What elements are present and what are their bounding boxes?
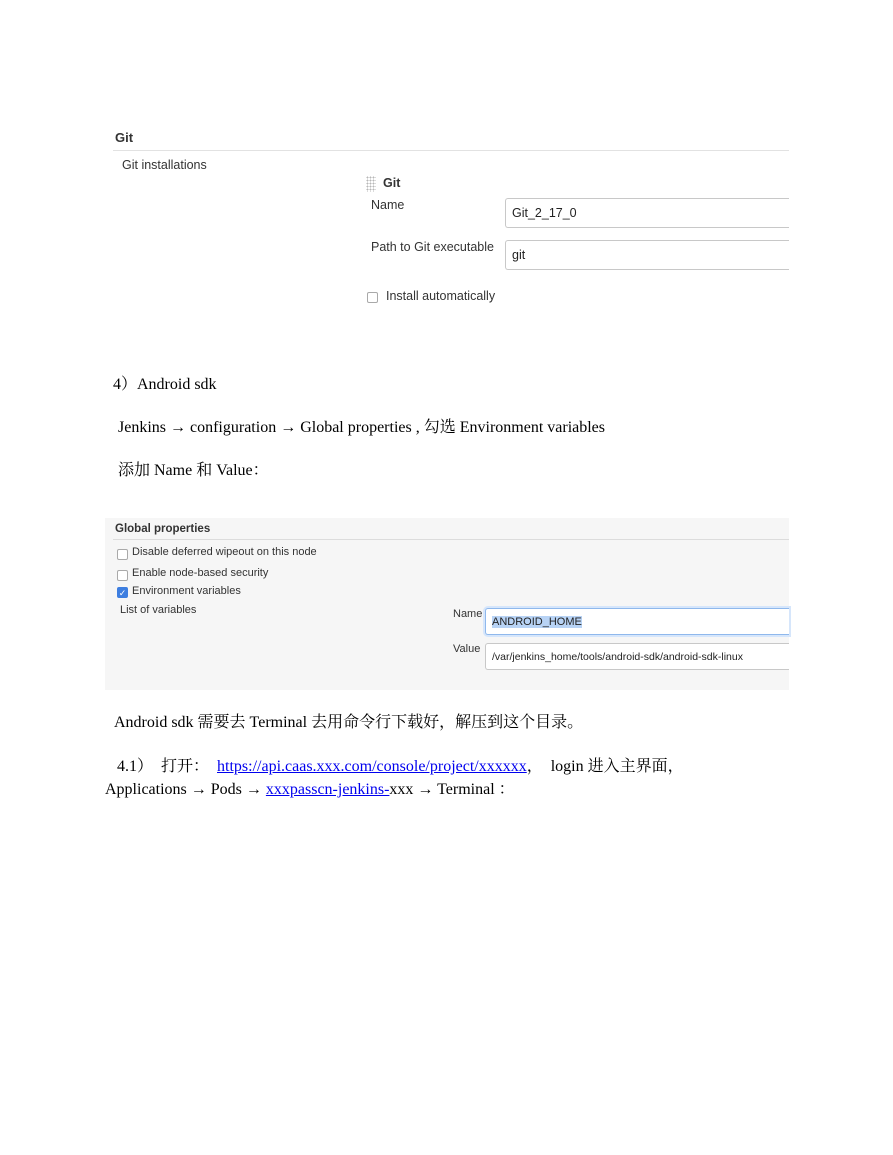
git-section-title: Git — [115, 130, 134, 145]
env-name-value: ANDROID_HOME — [492, 615, 582, 628]
git-path-input[interactable]: git — [505, 240, 789, 270]
git-name-label: Name — [371, 198, 405, 212]
sdk-download-note: Android sdk 需要去 Terminal 去用命令行下载好，解压到这个目录。 — [114, 714, 584, 731]
jenkins-pod-link[interactable]: xxxpasscn-jenkins- — [265, 781, 390, 798]
disable-deferred-wipeout-checkbox[interactable] — [117, 549, 128, 560]
git-section-divider — [113, 150, 789, 151]
env-name-label: Name — [453, 608, 483, 620]
node-based-security-label: Enable node-based security — [132, 567, 269, 579]
install-automatically-checkbox[interactable] — [367, 292, 378, 303]
step-prefix: 4.1） 打开： — [117, 758, 218, 775]
env-value-label: Value — [453, 643, 481, 655]
git-install-header: Git — [383, 176, 401, 190]
node-based-security-checkbox[interactable] — [117, 570, 128, 581]
git-installations-label: Git installations — [122, 158, 207, 172]
env-name-input[interactable] — [485, 608, 789, 635]
env-value-input[interactable]: /var/jenkins_home/tools/android-sdk/android-sdk-linux — [485, 643, 789, 670]
git-name-input[interactable]: Git_2_17_0 — [505, 198, 789, 228]
disable-deferred-wipeout-label: Disable deferred wipeout on this node — [132, 546, 317, 558]
git-config-screenshot — [105, 120, 789, 320]
global-properties-screenshot — [105, 518, 789, 690]
environment-variables-checkbox[interactable]: ✓ — [118, 588, 127, 598]
path-suffix: xxx → Terminal ： — [389, 781, 515, 798]
step-after-url: ， login 进入主界面， — [526, 758, 684, 775]
nav-instruction: Jenkins → configuration → Global properties , 勾选 Environment variables — [118, 419, 606, 436]
path-prefix: Applications → Pods → — [105, 781, 266, 798]
install-automatically-label: Install automatically — [386, 289, 496, 303]
navigation-path-line — [105, 780, 515, 800]
step-4-1-line — [117, 757, 684, 777]
environment-variables-label: Environment variables — [132, 585, 241, 597]
git-path-label: Path to Git executable — [371, 240, 494, 254]
global-properties-divider — [113, 539, 789, 540]
list-of-variables-label: List of variables — [120, 604, 197, 616]
global-properties-title: Global properties — [115, 523, 211, 535]
add-name-value-instruction: 添加 Name 和 Value： — [118, 462, 269, 479]
drag-handle-icon[interactable] — [366, 176, 376, 192]
console-url-link[interactable]: https://api.caas.xxx.com/console/project/xxxxxx — [217, 758, 527, 775]
section-heading: 4）Android sdk — [113, 376, 217, 393]
